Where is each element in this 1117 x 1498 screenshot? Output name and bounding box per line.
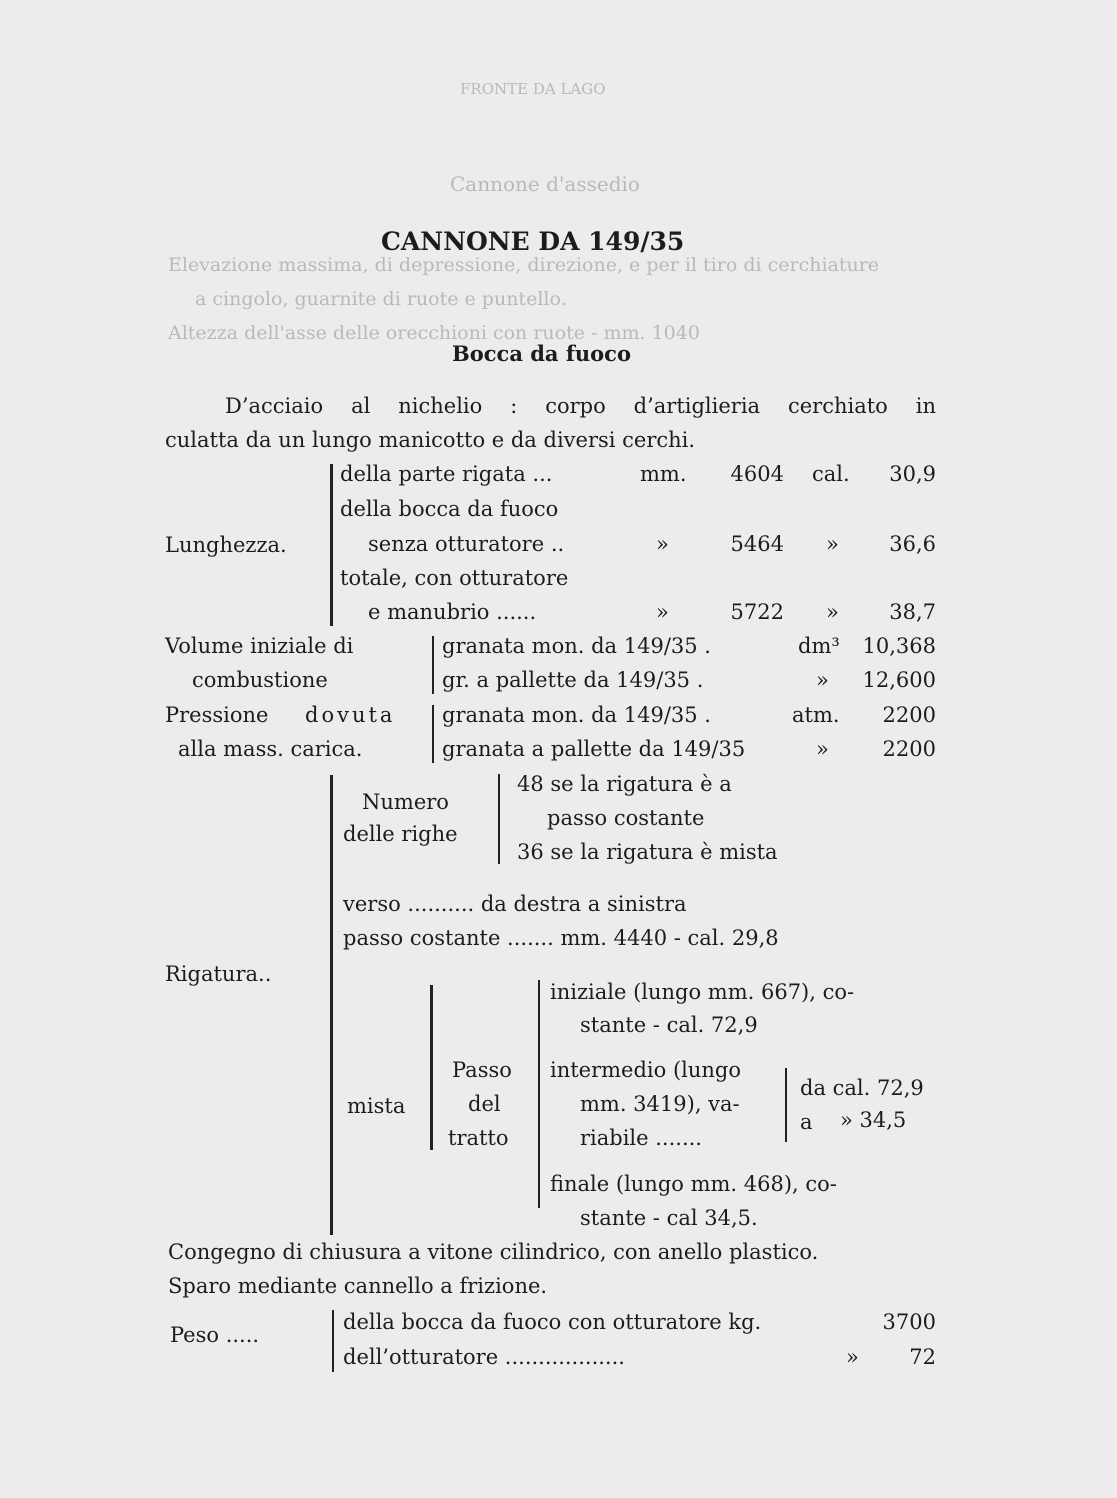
page-title: CANNONE DA 149/35 bbox=[381, 227, 685, 256]
brace bbox=[538, 980, 540, 1208]
intro-line: D’acciaio al nichelio : corpo d’artiglieria cerchiato in bbox=[225, 394, 936, 418]
length-mm-value: 4604 bbox=[730, 462, 784, 486]
pressione-desc: granata a pallette da 149/35 bbox=[442, 737, 746, 761]
tratto-line: stante - cal 34,5. bbox=[580, 1206, 758, 1230]
length-cal-value: 36,6 bbox=[889, 532, 936, 556]
bleed-line: Elevazione massima, di depressione, direzione, e per il tiro di cerchiature bbox=[168, 254, 880, 276]
sparo-line: Sparo mediante cannello a frizione. bbox=[168, 1274, 548, 1298]
length-cal-value: 38,7 bbox=[889, 600, 936, 624]
passo-costante-line: passo costante ....... mm. 4440 - cal. 29,8 bbox=[343, 926, 779, 950]
unit: » bbox=[826, 532, 839, 556]
unit: atm. bbox=[792, 703, 840, 727]
numero-line: 36 se la rigatura è mista bbox=[517, 840, 778, 864]
rigatura-label: Rigatura.. bbox=[165, 962, 272, 986]
length-mm-value: 5722 bbox=[730, 600, 784, 624]
unit: » bbox=[826, 600, 839, 624]
brace bbox=[785, 1068, 787, 1142]
lunghezza-desc: e manubrio ...... bbox=[368, 600, 537, 624]
unit: cal. bbox=[812, 462, 850, 486]
pressione-value: 2200 bbox=[882, 703, 936, 727]
pressione-label: dovuta bbox=[305, 703, 396, 727]
unit: mm. bbox=[640, 462, 687, 486]
lunghezza-desc: della parte rigata ... bbox=[340, 462, 553, 486]
brace bbox=[430, 985, 433, 1150]
volume-desc: granata mon. da 149/35 . bbox=[442, 634, 711, 658]
brace bbox=[432, 636, 434, 694]
numero-line: passo costante bbox=[547, 806, 705, 830]
numero-label: delle righe bbox=[343, 822, 458, 846]
peso-value: 3700 bbox=[882, 1310, 936, 1334]
brace bbox=[330, 464, 333, 626]
peso-desc: della bocca da fuoco con otturatore kg. bbox=[343, 1310, 762, 1334]
congegno-line: Congegno di chiusura a vitone cilindrico, con anello plastico. bbox=[168, 1240, 819, 1264]
volume-label: Volume iniziale di bbox=[165, 634, 354, 658]
lunghezza-desc: della bocca da fuoco bbox=[340, 497, 559, 521]
unit: » bbox=[816, 737, 829, 761]
tratto-line: riabile ....... bbox=[580, 1126, 702, 1150]
brace bbox=[498, 774, 500, 864]
tratto-line: stante - cal. 72,9 bbox=[580, 1013, 758, 1037]
peso-value: 72 bbox=[909, 1345, 936, 1369]
section-subtitle: Bocca da fuoco bbox=[452, 341, 631, 366]
bleed-line: Cannone d'assedio bbox=[450, 172, 640, 196]
length-mm-value: 5464 bbox=[730, 532, 784, 556]
pressione-value: 2200 bbox=[882, 737, 936, 761]
pressione-label: alla mass. carica. bbox=[178, 737, 363, 761]
bleed-header: FRONTE DA LAGO bbox=[460, 80, 606, 98]
pressione-desc: granata mon. da 149/35 . bbox=[442, 703, 711, 727]
lunghezza-desc: totale, con otturatore bbox=[340, 566, 569, 590]
volume-desc: gr. a pallette da 149/35 . bbox=[442, 668, 704, 692]
numero-label: Numero bbox=[362, 790, 449, 814]
cal-range-from: da cal. 72,9 bbox=[800, 1076, 924, 1100]
passo-label: tratto bbox=[448, 1126, 509, 1150]
unit: » bbox=[656, 600, 669, 624]
length-cal-value: 30,9 bbox=[889, 462, 936, 486]
intro-line: culatta da un lungo manicotto e da diversi cerchi. bbox=[165, 428, 696, 452]
mista-label: mista bbox=[347, 1094, 406, 1118]
numero-line: 48 se la rigatura è a bbox=[517, 772, 732, 796]
brace bbox=[332, 1310, 334, 1372]
volume-label: combustione bbox=[192, 668, 328, 692]
brace bbox=[330, 775, 333, 1235]
brace bbox=[432, 705, 434, 763]
passo-label: del bbox=[468, 1092, 501, 1116]
unit: dm³ bbox=[798, 634, 840, 658]
tratto-line: mm. 3419), va- bbox=[580, 1092, 740, 1116]
unit: » bbox=[846, 1345, 859, 1369]
tratto-line: iniziale (lungo mm. 667), co- bbox=[550, 980, 855, 1004]
bleed-line: Altezza dell'asse delle orecchioni con ruote - mm. 1040 bbox=[168, 322, 700, 344]
lunghezza-desc: senza otturatore .. bbox=[368, 532, 565, 556]
peso-label: Peso ..... bbox=[170, 1323, 260, 1347]
lunghezza-label: Lunghezza. bbox=[165, 533, 287, 557]
verso-line: verso .......... da destra a sinistra bbox=[343, 892, 687, 916]
unit: » bbox=[816, 668, 829, 692]
peso-desc: dell’otturatore .................. bbox=[343, 1345, 625, 1369]
tratto-line: intermedio (lungo bbox=[550, 1058, 742, 1082]
bleed-line: a cingolo, guarnite di ruote e puntello. bbox=[195, 288, 567, 310]
cal-range-to: a bbox=[800, 1110, 813, 1134]
passo-label: Passo bbox=[452, 1058, 512, 1082]
cal-range-to: » 34,5 bbox=[840, 1108, 907, 1132]
volume-value: 12,600 bbox=[862, 668, 936, 692]
volume-value: 10,368 bbox=[862, 634, 936, 658]
pressione-label: Pressione bbox=[165, 703, 269, 727]
unit: » bbox=[656, 532, 669, 556]
tratto-line: finale (lungo mm. 468), co- bbox=[550, 1172, 837, 1196]
